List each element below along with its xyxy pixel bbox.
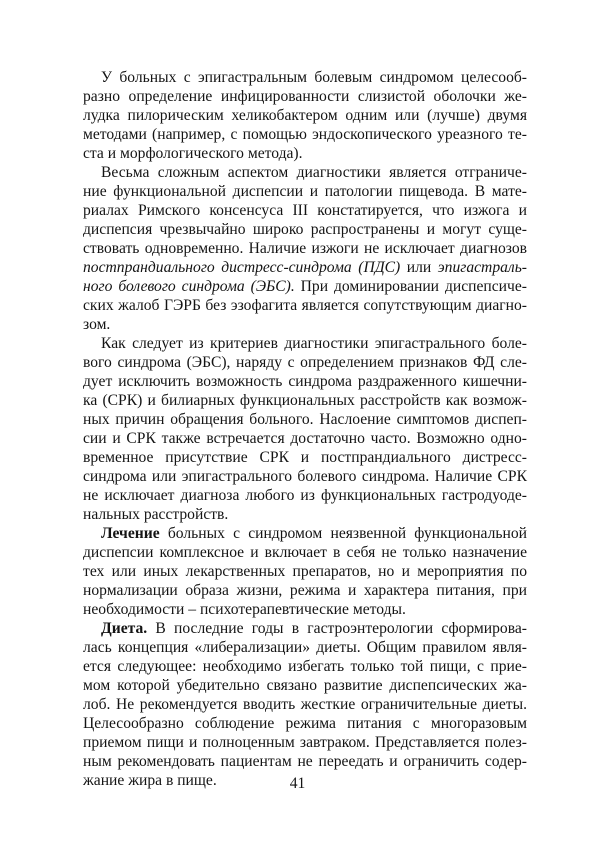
text-segment: жание жира в пище.	[83, 772, 217, 789]
italic-term: ного болевого синдрома (ЭБС).	[83, 278, 295, 295]
text-line	[83, 315, 527, 334]
text-segment: При доминировании диспепсиче-	[294, 278, 527, 295]
text-segment: ется следующее: необходимо избегать только той пищи, с прие-	[83, 658, 527, 675]
text-segment: методами (например, с помощью эндоскопического уреазного те-	[83, 126, 527, 143]
text-segment: ских жалоб ГЭРБ без эзофагита является сопутствующим диагно-	[83, 297, 527, 314]
text-line	[83, 182, 527, 201]
text-segment: не исключает диагноза любого из функциональных гастродуоде-	[83, 487, 527, 504]
text-line	[83, 220, 527, 239]
text-segment: необходимости – психотерапевтические методы.	[83, 601, 406, 618]
text-segment: приемом пищи и полноценным завтраком. Представляется полез-	[83, 734, 527, 751]
text-segment: ным рекомендовать пациентам не переедать и ограничить содер-	[83, 753, 527, 770]
text-line	[83, 524, 527, 543]
text-line	[83, 448, 527, 467]
text-segment: разно определение инфицированности слизистой оболочки же-	[83, 88, 527, 105]
paragraph	[83, 163, 527, 334]
text-segment: зом.	[83, 316, 111, 333]
text-line	[83, 714, 527, 733]
text-line	[83, 372, 527, 391]
page-number: 41	[289, 775, 306, 792]
text-line	[83, 429, 527, 448]
text-segment: В последние годы в гастроэнтерологии сформирова-	[147, 620, 527, 637]
text-segment: лась концепция «либерализации» диеты. Общим правилом явля-	[83, 639, 527, 656]
text-segment: лоб. Не рекомендуется вводить жесткие ограничительные диеты.	[83, 696, 527, 713]
bold-term: Диета.	[101, 620, 148, 637]
text-line	[83, 144, 527, 163]
text-line	[83, 334, 527, 353]
text-segment: У больных с эпигастральным болевым синдромом целесооб-	[101, 69, 527, 86]
text-segment: лудка пилорическим хеликобактером одним или (лучше) двумя	[83, 107, 527, 124]
text-line	[83, 68, 527, 87]
text-segment: Весьма сложным аспектом диагностики является отграниче-	[101, 164, 527, 181]
text-segment: ных причин обращения больного. Наслоение симптомов диспеп-	[83, 411, 527, 428]
text-segment: тех или иных лекарственных препаратов, но и мероприятия по	[83, 563, 527, 580]
paragraph	[83, 334, 527, 524]
text-line	[83, 410, 527, 429]
text-segment: риалах Римского консенсуса III констатируется, что изжога и	[83, 202, 527, 219]
italic-term: постпрандиального дистресс-синдрома (ПДС)	[83, 259, 401, 276]
text-line	[83, 733, 527, 752]
paragraph	[83, 68, 527, 163]
text-line	[83, 87, 527, 106]
text-line	[83, 163, 527, 182]
text-line	[83, 201, 527, 220]
text-segment: или	[400, 259, 438, 276]
text-segment: ние функциональной диспепсии и патологии пищевода. В мате-	[83, 183, 527, 200]
paragraph	[83, 619, 527, 790]
text-line	[83, 353, 527, 372]
text-segment: диспепсии комплексное и включает в себя не только назначение	[83, 544, 527, 561]
text-segment: диспепсия чрезвычайно широко распространены и могут суще-	[83, 221, 527, 238]
text-line	[83, 467, 527, 486]
text-line	[83, 676, 527, 695]
text-line	[83, 486, 527, 505]
text-segment: ствовать одновременно. Наличие изжоги не исключает диагнозов	[83, 240, 527, 257]
text-line	[83, 619, 527, 638]
text-line	[83, 296, 527, 315]
text-segment: нальных расстройств.	[83, 506, 229, 523]
text-line	[83, 125, 527, 144]
text-segment: нормализации образа жизни, режима и характера питания, при	[83, 582, 527, 599]
text-segment: дует исключить возможность синдрома раздраженного кишечни-	[83, 373, 527, 390]
text-line	[83, 752, 527, 771]
text-line	[83, 391, 527, 410]
text-segment: синдрома или эпигастрального болевого синдрома. Наличие СРК	[83, 468, 527, 485]
text-segment: временное присутствие СРК и постпрандиального дистресс-	[83, 449, 527, 466]
text-segment: больных с синдромом неязвенной функциональной	[159, 525, 527, 542]
text-line	[83, 258, 527, 277]
text-segment: ка (СРК) и билиарных функциональных расстройств как возмож-	[83, 392, 527, 409]
italic-term: эпигастраль-	[437, 259, 527, 276]
text-line	[83, 695, 527, 714]
text-line	[83, 638, 527, 657]
text-line	[83, 505, 527, 524]
text-line	[83, 106, 527, 125]
text-segment: ста и морфологического метода).	[83, 145, 303, 162]
text-line	[83, 239, 527, 258]
text-segment: Как следует из критериев диагностики эпигастрального боле-	[101, 335, 527, 352]
text-line	[83, 562, 527, 581]
bold-term: Лечение	[101, 525, 160, 542]
text-line	[83, 543, 527, 562]
text-segment: сии и СРК также встречается достаточно часто. Возможно одно-	[83, 430, 527, 447]
paragraph	[83, 524, 527, 619]
body-text	[83, 68, 527, 790]
text-line	[83, 581, 527, 600]
text-line	[83, 657, 527, 676]
text-segment: вого синдрома (ЭБС), наряду с определением признаков ФД сле-	[83, 354, 527, 371]
text-segment: Целесообразно соблюдение режима питания с многоразовым	[83, 715, 527, 732]
text-line	[83, 600, 527, 619]
text-segment: мом которой убедительно связано развитие диспепсических жа-	[83, 677, 527, 694]
text-line	[83, 277, 527, 296]
